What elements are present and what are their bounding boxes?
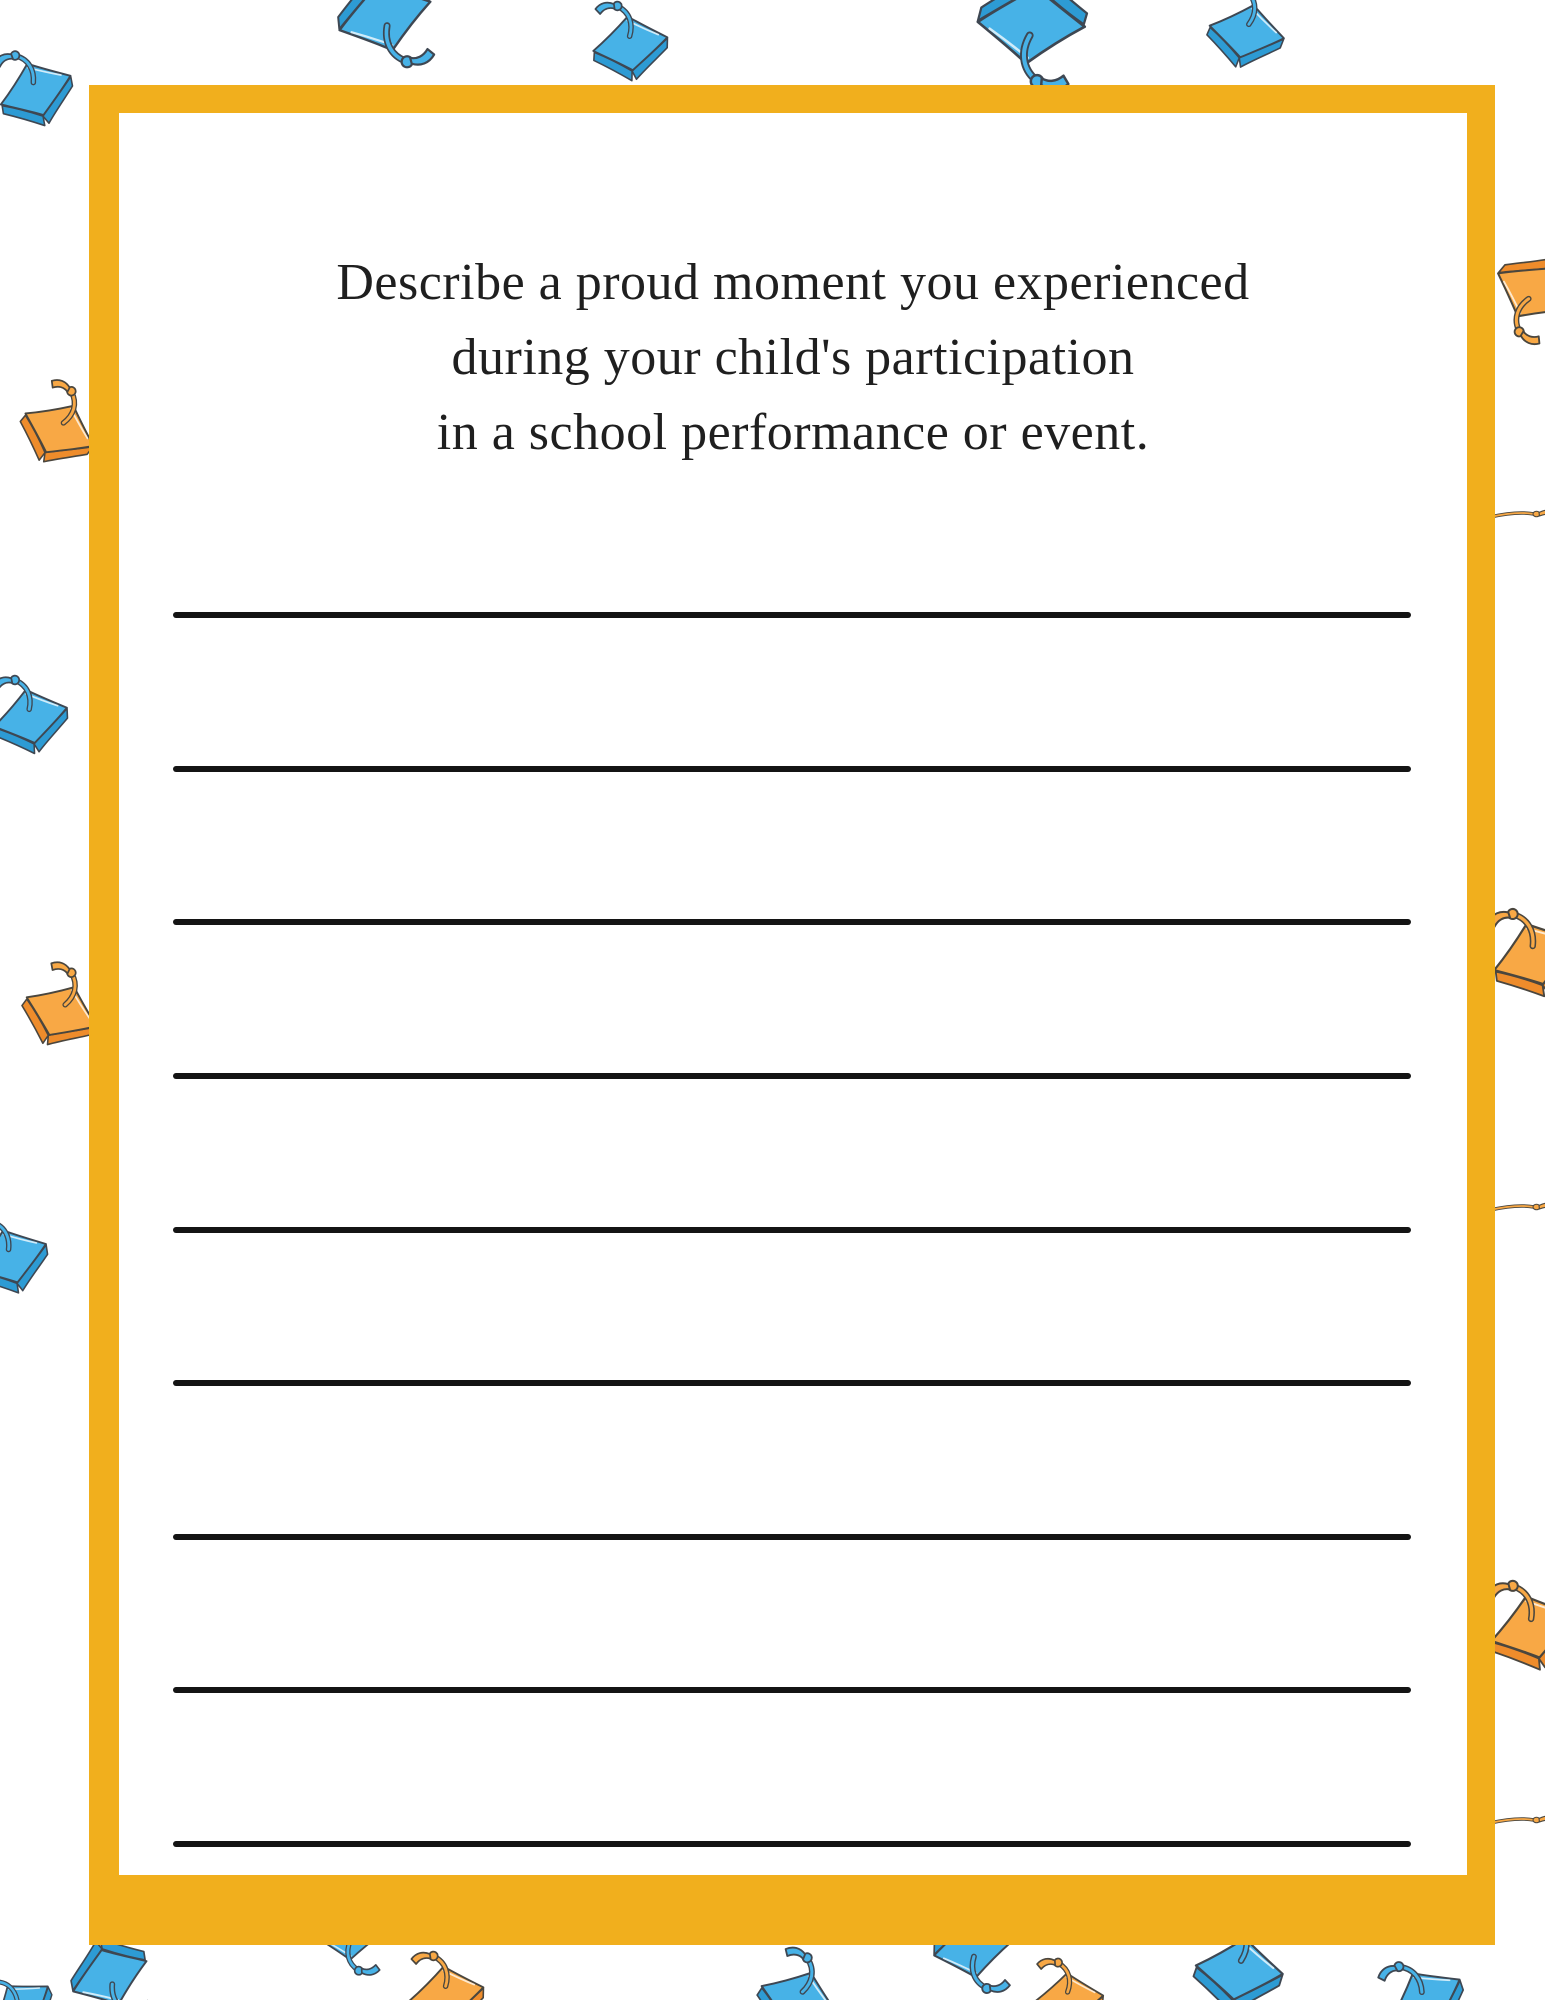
graduation-cap-icon: [1191, 0, 1304, 86]
prompt-text: [119, 245, 1467, 470]
writing-line: [173, 1227, 1411, 1233]
writing-line: [173, 1073, 1411, 1079]
writing-line: [173, 1687, 1411, 1693]
prompt-line-1: Describe a proud moment you experienced: [336, 254, 1250, 311]
tassel-cord-icon: [1488, 1197, 1545, 1217]
graduation-cap-icon: [0, 1195, 70, 1315]
writing-line: [173, 766, 1411, 772]
prompt-line-3: in a school performance or event.: [436, 404, 1150, 461]
writing-line: [173, 1534, 1411, 1540]
writing-line: [173, 919, 1411, 925]
writing-line: [173, 612, 1411, 618]
writing-line: [173, 1841, 1411, 1847]
graduation-cap-icon: [1020, 1950, 1116, 2000]
tassel-cord-icon: [1488, 1810, 1545, 1830]
tassel-cord-icon: [1488, 504, 1545, 524]
graduation-cap-icon: [392, 1938, 499, 2000]
graduation-cap-icon: [0, 659, 86, 772]
graduation-cap-icon: [312, 0, 459, 91]
graduation-cap-icon: [576, 0, 683, 96]
prompt-line-2: during your child's participation: [451, 329, 1135, 386]
graduation-cap-icon: [0, 27, 96, 149]
writing-line: [173, 1380, 1411, 1386]
